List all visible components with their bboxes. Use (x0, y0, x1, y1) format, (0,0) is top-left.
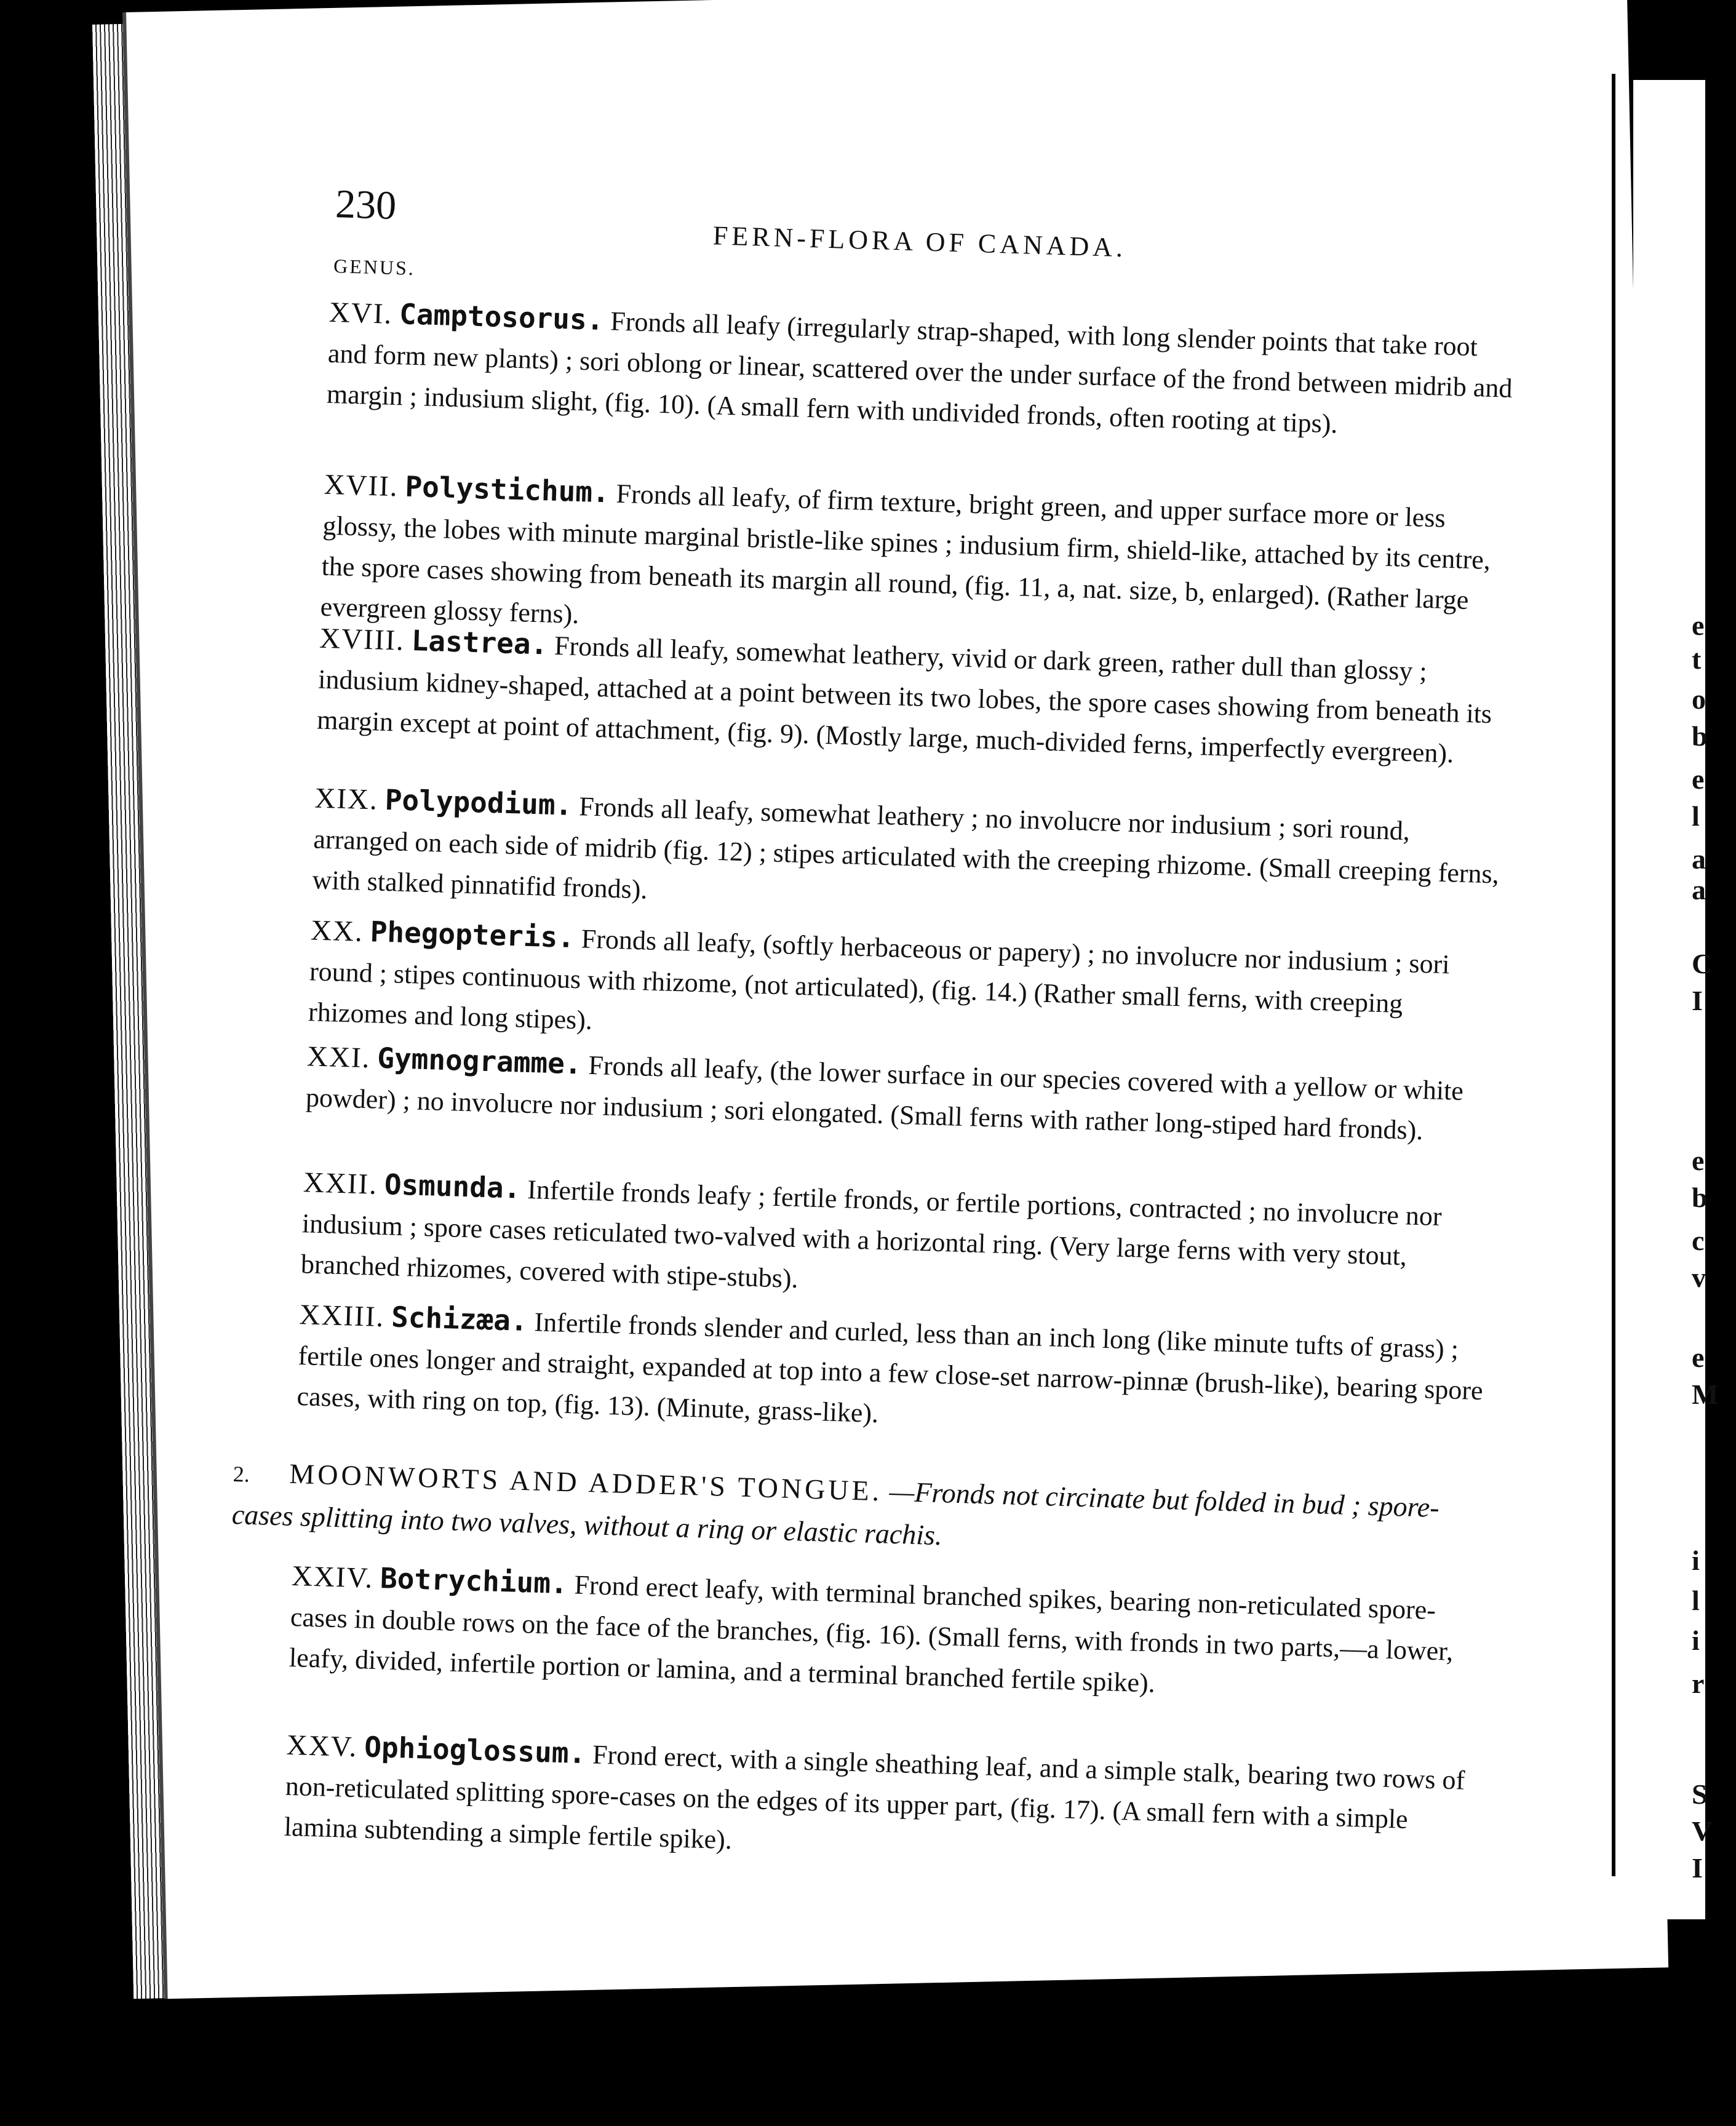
entry-numeral: XVIII. (319, 622, 405, 657)
facing-page-letter: C (1692, 948, 1713, 979)
entry-text: Infertile fronds slender and curled, less than an inch long (like minute tufts of grass) ; fertile ones longer and straight, expanded at top into a few close-set narrow-pinnæ (brush-like), bearing spore cases, with ring on top, (fig. 13). (Minute, grass-like). (296, 1307, 1484, 1429)
entry-ophioglossum (284, 1724, 1474, 1882)
facing-page-letter: i (1692, 1625, 1700, 1656)
entry-text: Fronds all leafy, (the lower surface in our species covered with a yellow or white powder) ; no involucre nor indusium ; sori elongated. (Small ferns with rather long-stiped hard fronds). (305, 1049, 1464, 1146)
entry-schizaea (297, 1294, 1487, 1452)
entry-text: Fronds all leafy, somewhat leathery ; no involucre nor indusium ; sori round, arranged on each side of midrib (fig. 12) ; stipes articulated with the creeping rhizome. (Small creeping ferns, with stalked pinnatifid fronds). (311, 791, 1500, 905)
entry-text: Fronds all leafy, of firm texture, bright green, and upper surface more or less glossy, the lobes with minute marginal bristle-like spines ; indusium firm, shield-like, attached by its centre, the spore cases showing from beneath its margin all round, (fig. 11, a, nat. size, b, enlarged). (Rather large evergreen glossy ferns). (320, 478, 1491, 630)
facing-page-letter: e (1692, 610, 1705, 641)
genus-name: Schizæa. (391, 1300, 528, 1338)
entry-numeral: XVI. (328, 296, 394, 330)
entry-numeral: XXI. (306, 1040, 372, 1075)
entry-osmunda (300, 1161, 1491, 1320)
entry-numeral: XVII. (323, 468, 399, 503)
facing-page-letter: V (1692, 1815, 1713, 1847)
facing-page-letter: S (1692, 1778, 1708, 1810)
facing-page-letter: t (1692, 643, 1702, 675)
facing-page-letter: v (1692, 1262, 1706, 1293)
facing-page-letter: I (1692, 985, 1703, 1016)
page-number: 230 (335, 181, 397, 228)
facing-page-letter: i (1692, 1545, 1700, 1576)
entry-numeral: XXV. (286, 1729, 359, 1764)
entry-numeral: XXII. (303, 1166, 378, 1201)
genus-name: Camptosorus. (399, 297, 605, 337)
entry-numeral: XXIV. (291, 1559, 374, 1595)
facing-page-letter: a (1692, 874, 1706, 906)
entry-text: Fronds all leafy, somewhat leathery, vivid or dark green, rather dull than glossy ; indusium kidney-shaped, attached at a point between its two lobes, the spore cases showing from beneath its margin except at point of attachment, (fig. 9). (Mostly large, much-divided ferns, imperfectly evergreen). (316, 630, 1492, 769)
entry-numeral: XX. (310, 914, 364, 948)
entry-numeral: XIX. (314, 782, 379, 816)
section-number: 2. (233, 1462, 250, 1487)
section-heading: MOONWORTS AND ADDER'S TONGUE. (289, 1457, 883, 1507)
facing-page-letter: o (1692, 683, 1706, 715)
entry-text: Fronds all leafy (irregularly strap-shaped, with long slender points that take root and form new plants) ; sori oblong or linear, scattered over the under surface of the frond between midrib and margin ; indusium slight, (fig. 10). (A small fern with undivided fronds, often rooting at tips). (326, 306, 1513, 439)
genus-name: Polypodium. (384, 782, 573, 822)
genus-name: Ophioglossum. (364, 1730, 587, 1770)
facing-page-letter: M (1692, 1379, 1719, 1410)
genus-name: Lastrea. (411, 624, 549, 661)
facing-page-letter: b (1692, 1182, 1708, 1213)
genus-name: Phegopteris. (369, 915, 575, 955)
entry-polypodium (312, 777, 1502, 935)
facing-page-letter: l (1692, 800, 1700, 832)
facing-page-letter: I (1692, 1852, 1703, 1884)
section-description: —Fronds not circinate but folded in bud ; spore-cases splitting into two valves, without a ring or elastic rachis. (231, 1475, 1440, 1551)
entry-camptosorus (326, 292, 1516, 450)
facing-page-letter: e (1692, 1145, 1705, 1176)
entry-numeral: XXIII. (298, 1299, 385, 1334)
entry-text: Frond erect, with a single sheathing leaf, and a simple stalk, bearing two rows of non-reticulated splitting spore-cases on the edges of its upper part, (fig. 17). (A small fern with a simple lamina subtending a simple fertile spike). (284, 1739, 1465, 1855)
facing-page-letter: b (1692, 720, 1708, 752)
entry-botrychium (289, 1555, 1479, 1713)
genus-label: GENUS. (333, 255, 416, 279)
genus-name: Osmunda. (384, 1168, 522, 1205)
facing-page-letter: e (1692, 763, 1705, 795)
entry-text: Frond erect leafy, with terminal branched spikes, bearing non-reticulated spore-cases in double rows on the face of the branches, (fig. 16). (Small ferns, with fronds in two parts,—a lower, leafy, divided, infertile portion or lamina, and a terminal branched fertile spike). (289, 1569, 1454, 1698)
entry-text: Fronds all leafy, (softly herbaceous or papery) ; no involucre nor indusium ; sori round ; stipes continuous with rhizome, (not articulated), (fig. 14.) (Rather small ferns, with creeping rhizomes and long stipes). (308, 923, 1451, 1036)
genus-name: Botrychium. (380, 1561, 568, 1601)
genus-name: Polystichum. (404, 469, 610, 509)
facing-page-letter: e (1692, 1342, 1705, 1373)
facing-page-letter: a (1692, 843, 1706, 875)
facing-page-letter: c (1692, 1225, 1705, 1256)
facing-page-letter: r (1692, 1668, 1705, 1699)
running-head: FERN-FLORA OF CANADA. (712, 220, 1127, 263)
facing-page-letter: l (1692, 1585, 1700, 1616)
section-moonworts (231, 1452, 1482, 1572)
entry-text: Infertile fronds leafy ; fertile fronds, or fertile portions, contracted ; no involucre nor indusium ; spore cases reticulated two-valved with a horizontal ring. (Very large ferns with very stout, branched rhizomes, covered with stipe-stubs). (300, 1174, 1443, 1294)
genus-name: Gymnogramme. (376, 1041, 583, 1081)
